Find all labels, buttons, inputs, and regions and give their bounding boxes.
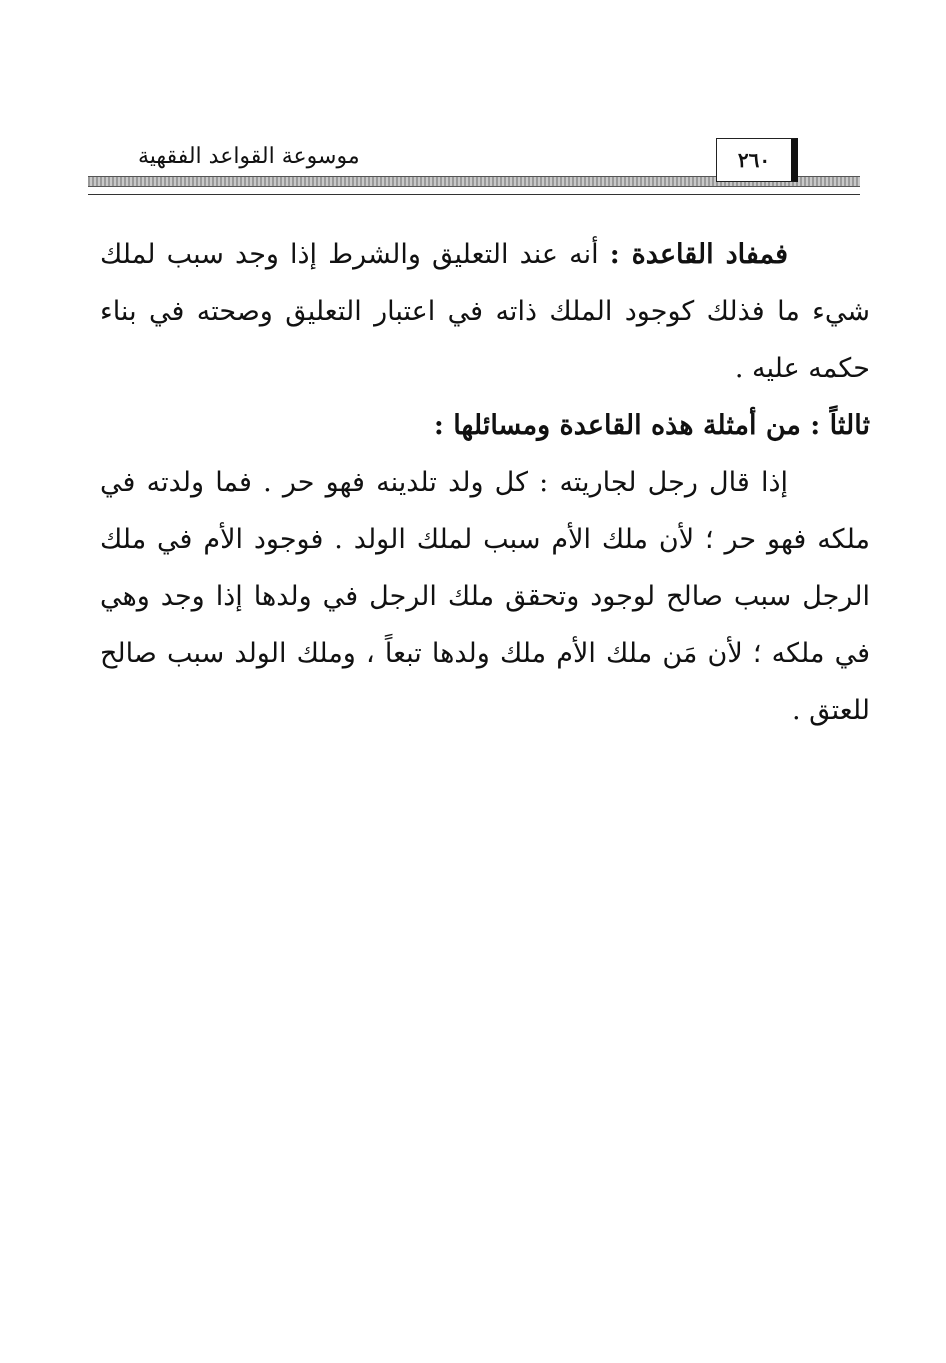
paragraph-meaning	[100, 226, 870, 397]
page-body	[100, 226, 870, 739]
section-heading: ثالثاً : من أمثلة هذه القاعدة ومسائلها :	[433, 410, 870, 441]
paragraph-lead: فمفاد القاعدة :	[609, 239, 789, 270]
paragraph-examples: إذا قال رجل لجاريته : كل ولد تلدينه فهو حر . فما ولدته في ملكه فهو حر ؛ لأن ملك الأم سبب لملك الولد . فوجود الأم في ملك الرجل سبب صالح لوجود وتحقق ملك الرجل في ولدها إذا وجد وهي في ملكه ؛ لأن مَن ملك الأم ملك ولدها تبعاً ، وملك الولد سبب صالح للعتق .	[100, 467, 870, 726]
running-title: موسوعة القواعد الفقهية	[138, 144, 360, 169]
header-divider	[88, 194, 860, 195]
page-number: ٢٦٠	[716, 138, 798, 182]
page-header	[88, 138, 860, 198]
paragraph-text: أنه عند التعليق والشرط إذا وجد سبب لملك شيء ما فذلك كوجود الملك ذاته في اعتبار التعليق وصحته في بناء حكمه عليه .	[100, 239, 870, 384]
